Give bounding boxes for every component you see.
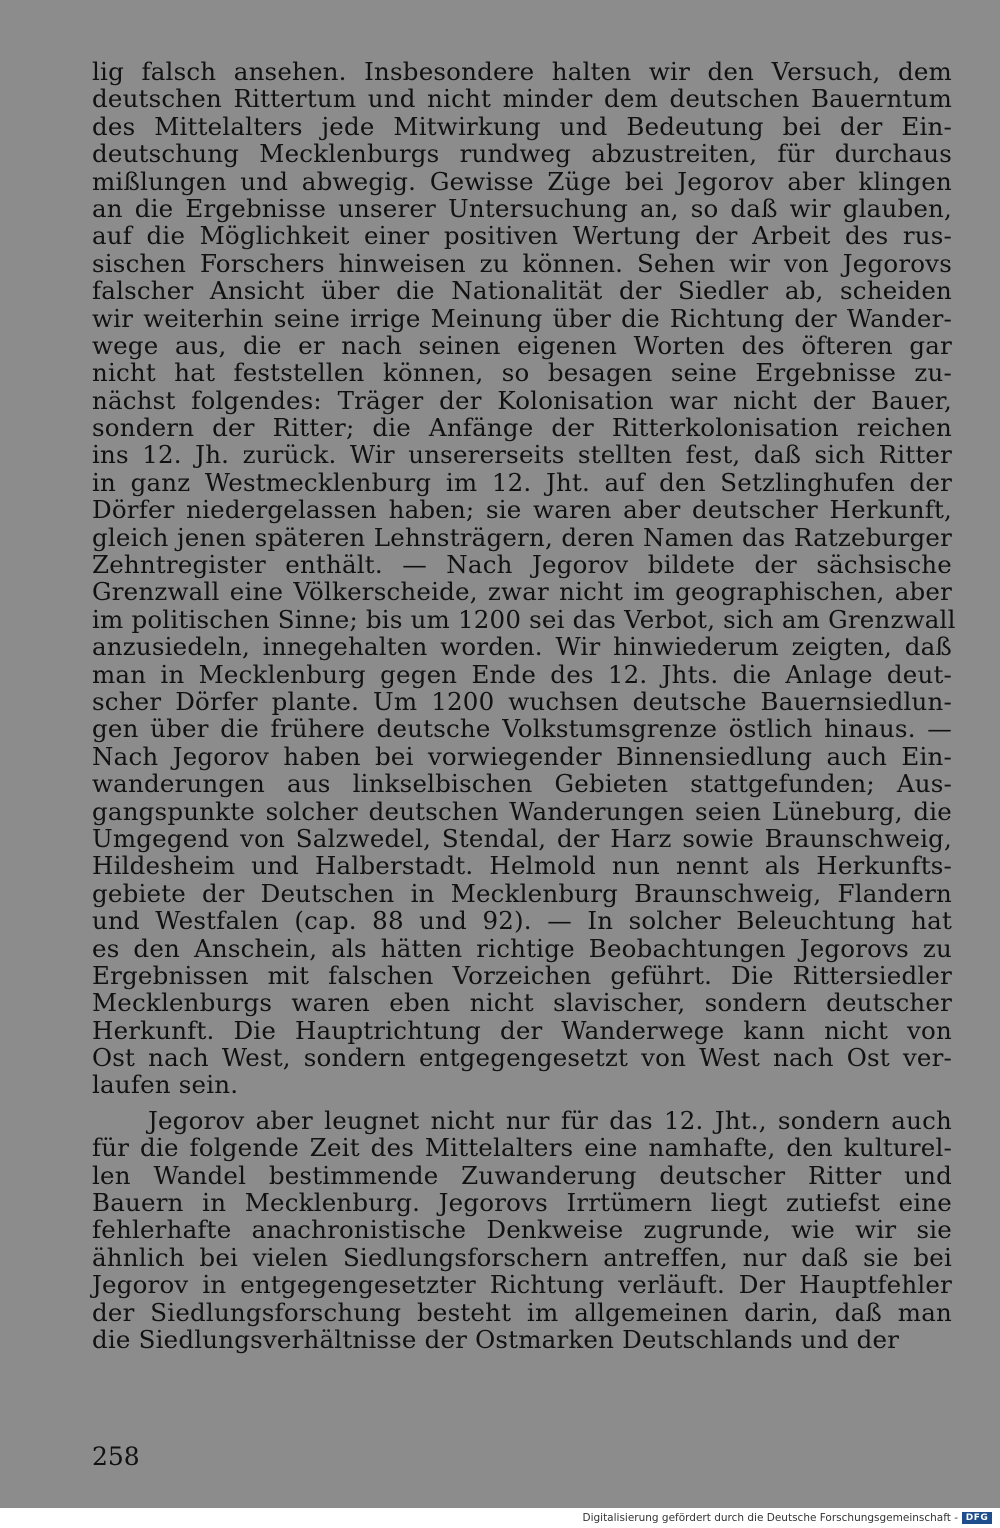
- text-line: gen über die frühere deutsche Volkstumsgrenze östlich hinaus. —: [92, 714, 952, 744]
- text-line: anzusiedeln, innegehalten worden. Wir hinwiederum zeigten, daß: [92, 632, 952, 662]
- text-line: Hildesheim und Halberstadt. Helmold nun nennt als Herkunfts-: [92, 851, 952, 881]
- text-line: in ganz Westmecklenburg im 12. Jht. auf den Setzlinghufen der: [92, 467, 952, 497]
- dfg-logo-icon: DFG: [962, 1512, 992, 1524]
- text-line: es den Anschein, als hätten richtige Beobachtungen Jegorovs zu: [92, 933, 952, 963]
- text-line: die Siedlungsverhältnisse der Ostmarken Deutschlands und der: [92, 1324, 900, 1354]
- text-line: Dörfer niedergelassen haben; sie waren aber deutscher Herkunft,: [92, 495, 952, 525]
- text-line: sondern der Ritter; die Anfänge der Ritterkolonisation reichen: [92, 413, 952, 443]
- footer-credit: Digitalisierung gefördert durch die Deutsche Forschungsgemeinschaft -: [582, 1512, 958, 1524]
- text-line: ins 12. Jh. zurück. Wir unsererseits stellten fest, daß sich Ritter: [92, 440, 952, 470]
- text-line: der Siedlungsforschung besteht im allgemeinen darin, daß man: [92, 1297, 952, 1327]
- text-line: wir weiterhin seine irrige Meinung über die Richtung der Wander-: [92, 303, 952, 333]
- paragraph-1: [92, 57, 956, 1100]
- text-line: Ergebnissen mit falschen Vorzeichen geführt. Die Rittersiedler: [92, 960, 952, 990]
- text-line: Mecklenburgs waren eben nicht slavischer, sondern deutscher: [92, 988, 952, 1018]
- text-line: Herkunft. Die Hauptrichtung der Wanderwege kann nicht von: [92, 1015, 952, 1045]
- text-line: wege aus, die er nach seinen eigenen Worten des öfteren gar: [92, 330, 952, 360]
- text-line: an die Ergebnisse unserer Untersuchung an, so daß wir glauben,: [92, 193, 952, 223]
- text-line: lig falsch ansehen. Insbesondere halten wir den Versuch, dem: [92, 57, 952, 86]
- text-line: Nach Jegorov haben bei vorwiegender Binnensiedlung auch Ein-: [92, 741, 952, 771]
- text-line: deutschung Mecklenburgs rundweg abzustreiten, für durchaus: [92, 139, 952, 169]
- text-line: und Westfalen (cap. 88 und 92). — In solcher Beleuchtung hat: [92, 906, 952, 936]
- digitization-footer: [0, 1508, 1000, 1528]
- text-line: Jegorov in entgegengesetzter Richtung verläuft. Der Hauptfehler: [92, 1270, 952, 1300]
- text-line: Ost nach West, sondern entgegengesetzt von West nach Ost ver-: [92, 1043, 952, 1073]
- text-line: gleich jenen späteren Lehnsträgern, deren Namen das Ratzeburger: [92, 522, 952, 552]
- text-line: wanderungen aus linkselbischen Gebieten stattgefunden; Aus-: [92, 769, 952, 799]
- text-line: Grenzwall eine Völkerscheide, zwar nicht im geographischen, aber: [92, 577, 952, 607]
- text-line: mißlungen und abwegig. Gewisse Züge bei Jegorov aber klingen: [92, 166, 952, 196]
- text-line: im politischen Sinne; bis um 1200 sei das Verbot, sich am Grenzwall: [92, 604, 956, 634]
- text-line: man in Mecklenburg gegen Ende des 12. Jhts. die Anlage deut-: [92, 659, 952, 689]
- text-line: laufen sein.: [92, 1070, 239, 1100]
- text-line: deutschen Rittertum und nicht minder dem deutschen Bauerntum: [92, 84, 952, 114]
- page-number: 258: [92, 1442, 140, 1471]
- text-line: auf die Möglichkeit einer positiven Wertung der Arbeit des rus-: [92, 221, 952, 251]
- text-line: Umgegend von Salzwedel, Stendal, der Harz sowie Braunschweig,: [92, 823, 952, 853]
- text-line: des Mittelalters jede Mitwirkung und Bedeutung bei der Ein-: [92, 111, 952, 141]
- text-line: nicht hat feststellen können, so besagen seine Ergebnisse zu-: [92, 358, 952, 388]
- text-line: nächst folgendes: Träger der Kolonisation war nicht der Bauer,: [92, 385, 952, 415]
- text-line: fehlerhafte anachronistische Denkweise zugrunde, wie wir sie: [92, 1215, 952, 1245]
- paragraph-2: [92, 1107, 952, 1354]
- body-text: [92, 57, 956, 1354]
- text-line: len Wandel bestimmende Zuwanderung deutscher Ritter und: [92, 1160, 952, 1190]
- text-line: gangspunkte solcher deutschen Wanderungen seien Lüneburg, die: [92, 796, 952, 826]
- text-line: falscher Ansicht über die Nationalität der Siedler ab, scheiden: [92, 276, 952, 306]
- text-line: Zehntregister enthält. — Nach Jegorov bildete der sächsische: [92, 550, 952, 580]
- text-line: für die folgende Zeit des Mittelalters eine namhafte, den kulturel-: [92, 1133, 952, 1163]
- text-line: Bauern in Mecklenburg. Jegorovs Irrtümern liegt zutiefst eine: [92, 1188, 952, 1218]
- text-line: gebiete der Deutschen in Mecklenburg Braunschweig, Flandern: [92, 878, 952, 908]
- text-line: ähnlich bei vielen Siedlungsforschern antreffen, nur daß sie bei: [92, 1242, 952, 1272]
- text-line: sischen Forschers hinweisen zu können. Sehen wir von Jegorovs: [92, 248, 952, 278]
- text-line: Jegorov aber leugnet nicht nur für das 12. Jht., sondern auch: [148, 1105, 952, 1135]
- text-line: scher Dörfer plante. Um 1200 wuchsen deutsche Bauernsiedlun-: [92, 686, 952, 716]
